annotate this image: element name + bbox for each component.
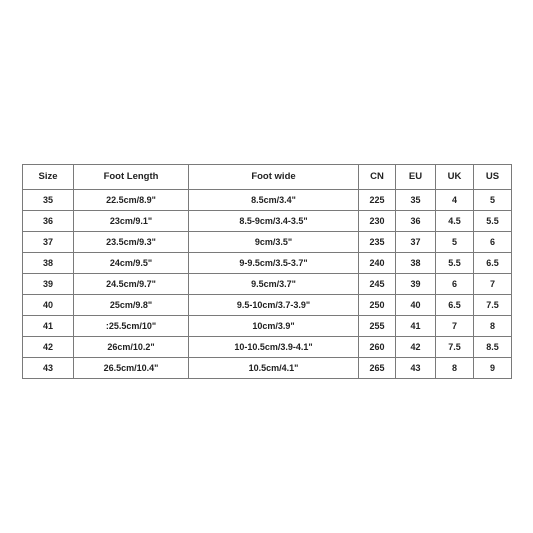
cell-us: 8 bbox=[474, 316, 512, 337]
cell-foot-length: 26.5cm/10.4" bbox=[74, 358, 189, 379]
cell-foot-wide: 10.5cm/4.1" bbox=[189, 358, 359, 379]
cell-foot-length: 24.5cm/9.7" bbox=[74, 274, 189, 295]
cell-eu: 37 bbox=[396, 232, 436, 253]
cell-uk: 8 bbox=[436, 358, 474, 379]
cell-cn: 235 bbox=[359, 232, 396, 253]
table-row bbox=[23, 232, 512, 253]
cell-size: 39 bbox=[23, 274, 74, 295]
cell-us: 8.5 bbox=[474, 337, 512, 358]
cell-foot-wide: 10-10.5cm/3.9-4.1" bbox=[189, 337, 359, 358]
cell-cn: 240 bbox=[359, 253, 396, 274]
cell-size: 41 bbox=[23, 316, 74, 337]
cell-cn: 250 bbox=[359, 295, 396, 316]
cell-foot-wide: 9.5-10cm/3.7-3.9" bbox=[189, 295, 359, 316]
cell-size: 38 bbox=[23, 253, 74, 274]
cell-foot-wide: 10cm/3.9" bbox=[189, 316, 359, 337]
cell-uk: 4 bbox=[436, 190, 474, 211]
cell-us: 9 bbox=[474, 358, 512, 379]
table-row bbox=[23, 253, 512, 274]
cell-foot-length: 24cm/9.5" bbox=[74, 253, 189, 274]
cell-foot-wide: 9-9.5cm/3.5-3.7" bbox=[189, 253, 359, 274]
table-row bbox=[23, 190, 512, 211]
header-size: Size bbox=[23, 165, 74, 190]
cell-cn: 260 bbox=[359, 337, 396, 358]
cell-us: 7 bbox=[474, 274, 512, 295]
cell-us: 6.5 bbox=[474, 253, 512, 274]
cell-eu: 39 bbox=[396, 274, 436, 295]
cell-foot-wide: 9.5cm/3.7" bbox=[189, 274, 359, 295]
table-row bbox=[23, 274, 512, 295]
cell-size: 36 bbox=[23, 211, 74, 232]
header-foot-length: Foot Length bbox=[74, 165, 189, 190]
cell-foot-length: 25cm/9.8" bbox=[74, 295, 189, 316]
cell-size: 42 bbox=[23, 337, 74, 358]
cell-foot-length: 22.5cm/8.9" bbox=[74, 190, 189, 211]
cell-eu: 36 bbox=[396, 211, 436, 232]
header-eu: EU bbox=[396, 165, 436, 190]
table-row bbox=[23, 211, 512, 232]
cell-foot-length: 23.5cm/9.3" bbox=[74, 232, 189, 253]
cell-us: 7.5 bbox=[474, 295, 512, 316]
cell-eu: 35 bbox=[396, 190, 436, 211]
header-uk: UK bbox=[436, 165, 474, 190]
cell-foot-wide: 8.5cm/3.4" bbox=[189, 190, 359, 211]
cell-eu: 41 bbox=[396, 316, 436, 337]
cell-uk: 7.5 bbox=[436, 337, 474, 358]
cell-uk: 5.5 bbox=[436, 253, 474, 274]
cell-uk: 4.5 bbox=[436, 211, 474, 232]
cell-cn: 265 bbox=[359, 358, 396, 379]
cell-foot-length: :25.5cm/10" bbox=[74, 316, 189, 337]
cell-uk: 6.5 bbox=[436, 295, 474, 316]
cell-size: 35 bbox=[23, 190, 74, 211]
header-foot-wide: Foot wide bbox=[189, 165, 359, 190]
table-row bbox=[23, 295, 512, 316]
cell-size: 37 bbox=[23, 232, 74, 253]
size-chart-header bbox=[23, 165, 512, 190]
cell-us: 5 bbox=[474, 190, 512, 211]
cell-foot-wide: 8.5-9cm/3.4-3.5" bbox=[189, 211, 359, 232]
cell-uk: 7 bbox=[436, 316, 474, 337]
size-chart-table bbox=[22, 164, 512, 379]
cell-size: 40 bbox=[23, 295, 74, 316]
cell-eu: 43 bbox=[396, 358, 436, 379]
cell-uk: 5 bbox=[436, 232, 474, 253]
cell-us: 6 bbox=[474, 232, 512, 253]
table-row bbox=[23, 337, 512, 358]
cell-foot-wide: 9cm/3.5" bbox=[189, 232, 359, 253]
cell-us: 5.5 bbox=[474, 211, 512, 232]
cell-uk: 6 bbox=[436, 274, 474, 295]
header-row bbox=[23, 165, 512, 190]
cell-foot-length: 23cm/9.1" bbox=[74, 211, 189, 232]
header-cn: CN bbox=[359, 165, 396, 190]
table-row bbox=[23, 316, 512, 337]
cell-eu: 40 bbox=[396, 295, 436, 316]
cell-foot-length: 26cm/10.2" bbox=[74, 337, 189, 358]
cell-size: 43 bbox=[23, 358, 74, 379]
cell-cn: 225 bbox=[359, 190, 396, 211]
size-chart-body bbox=[23, 190, 512, 379]
cell-eu: 42 bbox=[396, 337, 436, 358]
cell-cn: 230 bbox=[359, 211, 396, 232]
cell-eu: 38 bbox=[396, 253, 436, 274]
cell-cn: 255 bbox=[359, 316, 396, 337]
table-row bbox=[23, 358, 512, 379]
header-us: US bbox=[474, 165, 512, 190]
cell-cn: 245 bbox=[359, 274, 396, 295]
